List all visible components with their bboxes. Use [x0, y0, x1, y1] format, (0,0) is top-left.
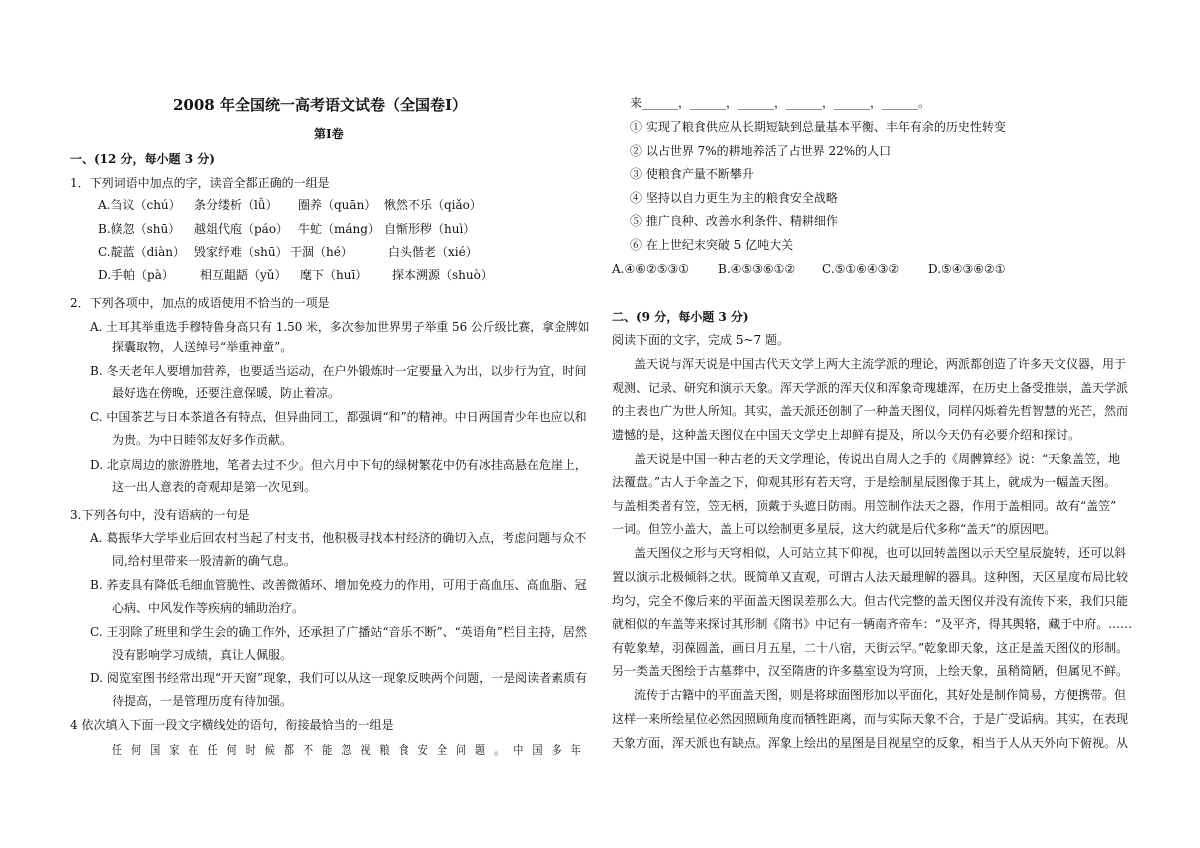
q1-c2: 毁家纾难（shū） [194, 245, 288, 259]
q4-answer-b: B.④⑤③⑥①② [718, 262, 796, 276]
q1-a1: A.刍议（chú） [98, 198, 181, 212]
q2-a-line2: 探囊取物，人送绰号“举重神童”。 [112, 340, 293, 354]
q4-option-6: ⑥ 在上世纪末突破 5 亿吨大关 [630, 238, 794, 252]
q2-stem: 2．下列各项中，加点的成语使用不恰当的一项是 [70, 296, 330, 310]
passage-p1-line1: 盖天说与浑天说是中国古代天文学上两大主流学派的理论，两派都创造了许多天文仪器，用于 [634, 357, 1127, 371]
q2-d-line2: 这一出人意表的奇观却是第一次见到。 [112, 480, 317, 494]
q4-passage-line1: 任何国家在任何时候都不能忽视粮食安全问题。中国多年 [112, 743, 590, 757]
passage-p4-line3: 天象方面，浑天派也有缺点。浑象上绘出的星图是目视星空的反象，相当于人从天外向下俯视。从 [612, 736, 1129, 750]
passage-p4-line2: 这样一来所绘星位必然因照顾角度而牺牲距离，而与实际天象不合，于是广受诟病。其实，在表现 [612, 712, 1129, 726]
q2-c-line2: 为贵。为中日睦邻友好多作贡献。 [112, 433, 293, 447]
q3-stem: 3.下列各句中，没有语病的一句是 [70, 508, 250, 522]
q4-option-4: ④ 坚持以自力更生为主的粮食安全战略 [630, 191, 838, 205]
q4-option-5: ⑤ 推广良种、改善水利条件、精耕细作 [630, 214, 838, 228]
section1-heading: 一、(12 分，每小题 3 分) [70, 152, 215, 166]
q2-b-line2: 最好选在傍晚，还要注意保暖，防止着凉。 [112, 386, 341, 400]
passage-p1-line2: 观测、记录、研究和演示天象。浑天学派的浑天仪和浑象奇瑰雄浑，在历史上备受推崇，盖天学派 [612, 381, 1129, 395]
passage-p3-line3: 均匀，完全不像后来的平面盖天图误差那么大。但古代完整的盖天图仪并没有流传下来，我们只能 [612, 594, 1129, 608]
q3-c-line2: 没有影响学习成绩，真让人佩服。 [112, 648, 293, 662]
q2-d-line1: D. 北京周边的旅游胜地，笔者去过不少。但六月中下旬的绿树繁花中仍有冰挂高悬在危崖上， [90, 458, 587, 472]
passage-p1-line4: 遗憾的是，这种盖天图仪在中国天文学史上却鲜有提及，所以今天仍有必要介绍和探讨。 [612, 428, 1081, 442]
passage-p3-line2: 置以演示北极倾斜之状。既简单又直观，可谓古人法天最理解的器具。这种图，天区星度布局比较 [612, 570, 1129, 584]
q3-a-line1: A. 葛振华大学毕业后回农村当起了村支书，他积极寻找本村经济的确切入点，考虑问题与众不 [90, 531, 587, 545]
exam-title: 2008 年全国统一高考语文试卷（全国卷Ⅰ） [173, 96, 467, 114]
reading-intro: 阅读下面的文字，完成 5~7 题。 [612, 333, 789, 347]
q1-d1: D.手帕（pà） [98, 268, 174, 282]
section2-heading: 二、(9 分，每小题 3 分) [612, 310, 749, 324]
q3-d-line2: 待提高，一是管理历度有待加强。 [112, 694, 293, 708]
passage-p3-line6: 另一类盖天图绘于古墓葬中，汉至隋唐的许多墓室设为穹顶，上绘天象，虽稍简陋，但属见不鲜。 [612, 664, 1129, 678]
q2-b-line1: B. 冬天老年人要增加营养，也要适当运动，在户外锻炼时一定要量入为出，以步行为宜，时间 [90, 364, 587, 378]
q3-a-line2: 同,给村里带来一股清新的确气息。 [112, 554, 296, 568]
q4-option-3: ③ 使粮食产量不断攀升 [630, 167, 754, 181]
q2-a-line1: A. 土耳其举重选手穆特鲁身高只有 1.50 米，多次参加世界男子举重 56 公斤级比赛，拿金牌如 [90, 320, 590, 334]
q1-b3: 牛虻（máng） [298, 222, 380, 236]
passage-p2-line2: 法覆盘。”古人于伞盖之下，仰观其形有若天穹，于是绘制星辰图像于其上，就成为一幅盖天图。 [612, 475, 1117, 489]
q1-d2: 相互龃龉（yǔ） [200, 268, 287, 282]
q1-d3: 麾下（huī） [300, 268, 368, 282]
q1-c3: 干涸（hé） [290, 245, 353, 259]
passage-p3-line1: 盖天图仪之形与天穹相似，人可站立其下仰视，也可以回转盖图以示天空星辰旋转，还可以斜 [634, 546, 1127, 560]
q1-c4: 白头偕老（xié） [388, 245, 478, 259]
q1-d4: 探本溯源（shuò） [392, 268, 493, 282]
q3-b-line1: B. 荞麦具有降低毛细血管脆性、改善微循环、增加免疫力的作用，可用于高血压、高血脂、冠 [90, 578, 587, 592]
q1-a3: 圈养（quān） [298, 198, 377, 212]
q3-c-line1: C. 王羽除了班里和学生会的确工作外，还承担了广播站“音乐不断”、“英语角”栏目主持，居然 [90, 625, 587, 639]
volume-heading: 第Ⅰ卷 [314, 127, 344, 141]
q1-b4: 自惭形秽（huì） [384, 222, 476, 236]
q3-b-line2: 心病、中风发作等疾病的辅助治疗。 [112, 601, 305, 615]
q1-c1: C.靛蓝（diàn） [98, 245, 185, 259]
q4-option-1: ① 实现了粮食供应从长期短缺到总量基本平衡、丰年有余的历史性转变 [630, 120, 1006, 134]
passage-p2-line1: 盖天说是中国一种古老的天文学理论，传说出自周人之手的《周髀算经》说：“天象盖笠，地 [634, 452, 1121, 466]
q1-b1: B.倏忽（shū） [98, 222, 181, 236]
q1-b2: 越俎代庖（páo） [194, 222, 289, 236]
q4-option-2: ② 以占世界 7%的耕地养活了占世界 22%的人口 [630, 144, 892, 158]
passage-p2-line3: 与盖相类者有笠，笠无柄，顶戴于头遮日防雨。用笠制作法天之器，作用于盖相同。故有“盖笠” [612, 499, 1117, 513]
q4-blanks: 来______，______，______，______，______，______。 [630, 96, 931, 110]
q1-a2: 条分缕析（lǚ） [194, 198, 278, 212]
q4-answer-a: A.④⑥②⑤③① [612, 262, 690, 276]
passage-p3-line5: 有乾象辇，羽葆圆盖，画日月五星，二十八宿，天街云罕。”乾象即天象，这正是盖天图仪的形制。 [612, 641, 1129, 655]
q1-stem: 1．下列词语中加点的字，读音全都正确的一组是 [70, 176, 330, 190]
passage-p1-line3: 的主表也广为世人所知。其实，盖天派还创制了一种盖天图仪，同样闪烁着先哲智慧的光芒，然而 [612, 404, 1129, 418]
passage-p3-line4: 就相似的车盖等来探讨其形制《隋书》中记有一辆南齐帝车：“及平齐，得其舆辂，藏于中府。…… [612, 617, 1133, 631]
q4-answer-d: D.⑤④③⑥②① [928, 262, 1006, 276]
passage-p2-line4: 一词。但笠小盖大，盖上可以绘制更多星辰，这大约就是后代多称“盖天”的原因吧。 [612, 522, 1057, 536]
q2-c-line1: C. 中国茶艺与日本茶道各有特点，但异曲同工，都强调“和”的精神。中日两国青少年也应以和 [90, 410, 587, 424]
q4-stem: 4 依次填入下面一段文字横线处的语句，衔接最恰当的一组是 [70, 718, 394, 732]
q1-a4: 愀然不乐（qiǎo） [384, 198, 482, 212]
q3-d-line1: D. 阅览室图书经常出现“开天窗”现象，我们可以从这一现象反映两个问题，一是阅读者素质有 [90, 671, 588, 685]
q4-answer-c: C.⑤①⑥④③② [822, 262, 900, 276]
passage-p4-line1: 流传于古籍中的平面盖天图，则是将球面图形加以平面化，其好处是制作简易，方便携带。但 [634, 688, 1127, 702]
